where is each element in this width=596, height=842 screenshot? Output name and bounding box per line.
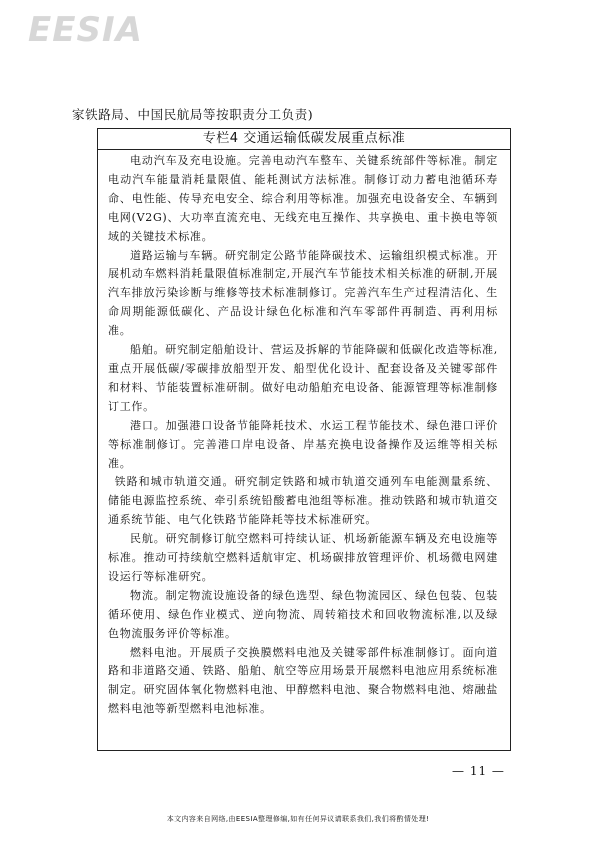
paragraph-logistics: 物流。制定物流设施设备的绿色选型、绿色物流园区、绿色包装、包装循环使用、绿色作业模式、逆向物流、周转箱技术和回收物流标准,以及绿色物流服务评价等标准。 bbox=[108, 588, 498, 640]
paragraph-railway: 铁路和城市轨道交通。研究制定铁路和城市轨道交通列车电能测量系统、储能电源监控系统、牵引系统铅酸蓄电池组等标准。推动铁路和城市轨道交通系统节能、电气化铁路节能降耗等技术标准研究。 bbox=[108, 475, 498, 527]
standards-column-box bbox=[97, 128, 511, 751]
paragraph-ev-charging: 电动汽车及充电设施。完善电动汽车整车、关键系统部件等标准。制定电动汽车能量消耗量限值、能耗测试方法标准。制修订动力蓄电池循环寿命、电性能、传导充电安全、综合利用等标准。加强充电设备安全、车辆到电网(V2G)、大功率直流充电、无线充电互操作、共享换电、重卡换电等领域的关键技术标准。 bbox=[108, 154, 498, 243]
box-content bbox=[98, 150, 510, 719]
paragraph-fuel-cell: 燃料电池。开展质子交换膜燃料电池及关键零部件标准制修订。面向道路和非道路交通、铁路、船舶、航空等应用场景开展燃料电池应用系统标准制定。研究固体氧化物燃料电池、甲醇燃料电池、聚合物燃料电池、熔融盐燃料电池等新型燃料电池标准。 bbox=[108, 645, 498, 716]
paragraph-ports: 港口。加强港口设备节能降耗技术、水运工程节能技术、绿色港口评价等标准制修订。完善港口岸电设备、岸基充换电设备操作及运维等相关标准。 bbox=[108, 418, 498, 470]
paragraph-road-transport: 道路运输与车辆。研究制定公路节能降碳技术、运输组织模式标准。开展机动车燃料消耗量限值标准制定,开展汽车节能技术相关标准的研制,开展汽车排放污染诊断与维修等技术标准制修订。完善汽车生产过程清洁化、生命周期能源低碳化、产品设计绿色化标准和汽车零部件再制造、再利用标准。 bbox=[108, 248, 498, 338]
page-number: — 11 — bbox=[452, 764, 505, 778]
paragraph-ships: 船舶。研究制定船舶设计、营运及拆解的节能降碳和低碳化改造等标准,重点开展低碳/零碳排放船型开发、船型优化设计、配套设备及关键零部件和材料、节能装置标准研制。做好电动船舶充电设备、能源管理等标准制修订工作。 bbox=[108, 343, 498, 413]
paragraph-aviation: 民航。研究制修订航空燃料可持续认证、机场新能源车辆及充电设施等标准。推动可持续航空燃料适航审定、机场碳排放管理评价、机场微电网建设运行等标准研究。 bbox=[108, 532, 498, 583]
box-title: 专栏4 交通运输低碳发展重点标准 bbox=[98, 129, 510, 150]
lead-text: 家铁路局、中国民航局等按职责分工负责) bbox=[72, 107, 314, 122]
footer-disclaimer: 本文内容来自网络,由EESIA整理修编,如有任何异议请联系我们,我们将酌情处理! bbox=[166, 815, 430, 823]
eesia-watermark-logo: EESIA bbox=[28, 10, 143, 50]
